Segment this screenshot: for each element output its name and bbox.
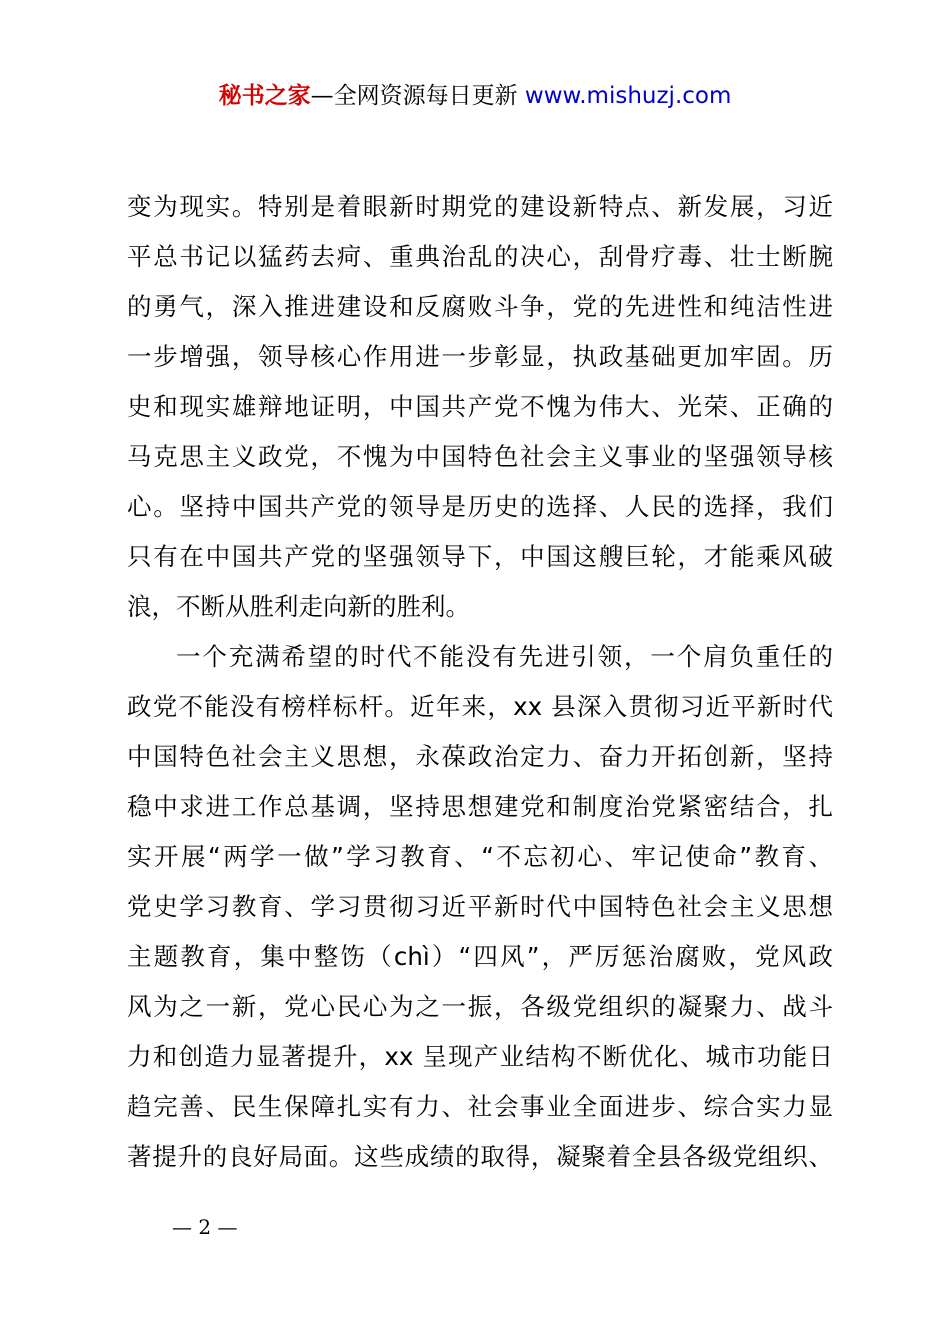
body-line: 稳中求进工作总基调，坚持思想建党和制度治党紧密结合，扎 [127,792,833,821]
body-line: 中国特色社会主义思想，永葆政治定力、奋力开拓创新，坚持 [127,742,833,771]
header-brand: 秘书之家 [218,83,311,109]
body-line: 变为现实。特别是着眼新时期党的建设新特点、新发展，习近 [127,192,833,221]
body-line: 史和现实雄辩地证明，中国共产党不愧为伟大、光荣、正确的 [127,392,833,421]
body-line: 实开展“两学一做”学习教育、“不忘初心、牢记使命”教育、 [127,842,833,871]
page-number: — 2 — [172,1215,238,1239]
body-line: 马克思主义政党，不愧为中国特色社会主义事业的坚强领导核 [127,442,833,471]
body-line: 只有在中国共产党的坚强领导下，中国这艘巨轮，才能乘风破 [127,542,833,571]
body-line: 一步增强，领导核心作用进一步彰显，执政基础更加牢固。历 [127,342,833,371]
body-line-paragraph-start: 一个充满希望的时代不能没有先进引领，一个肩负重任的 [176,642,833,671]
body-line: 心。坚持中国共产党的领导是历史的选择、人民的选择，我们 [127,492,833,521]
document-body [127,182,833,1182]
body-line: 趋完善、民生保障扎实有力、社会事业全面进步、综合实力显 [127,1092,833,1121]
header-url-link[interactable]: www.mishuzj.com [524,83,732,109]
body-line: 力和创造力显著提升，xx 呈现产业结构不断优化、城市功能日 [127,1042,833,1071]
body-line: 主题教育，集中整饬（chì）“四风”，严厉惩治腐败，党风政 [127,942,833,971]
body-line: 政党不能没有榜样标杆。近年来，xx 县深入贯彻习近平新时代 [127,692,833,721]
body-line: 的勇气，深入推进建设和反腐败斗争，党的先进性和纯洁性进 [127,292,833,321]
body-line: 著提升的良好局面。这些成绩的取得，凝聚着全县各级党组织、 [127,1142,833,1171]
body-line: 平总书记以猛药去疴、重典治乱的决心，刮骨疗毒、壮士断腕 [127,242,833,271]
body-line-paragraph-end: 浪，不断从胜利走向新的胜利。 [127,592,470,621]
body-line: 党史学习教育、学习贯彻习近平新时代中国特色社会主义思想 [127,892,833,921]
body-line: 风为之一新，党心民心为之一振，各级党组织的凝聚力、战斗 [127,992,833,1021]
header-tagline: 全网资源每日更新 [333,83,518,109]
page-header [0,80,950,112]
header-separator: — [310,83,334,109]
